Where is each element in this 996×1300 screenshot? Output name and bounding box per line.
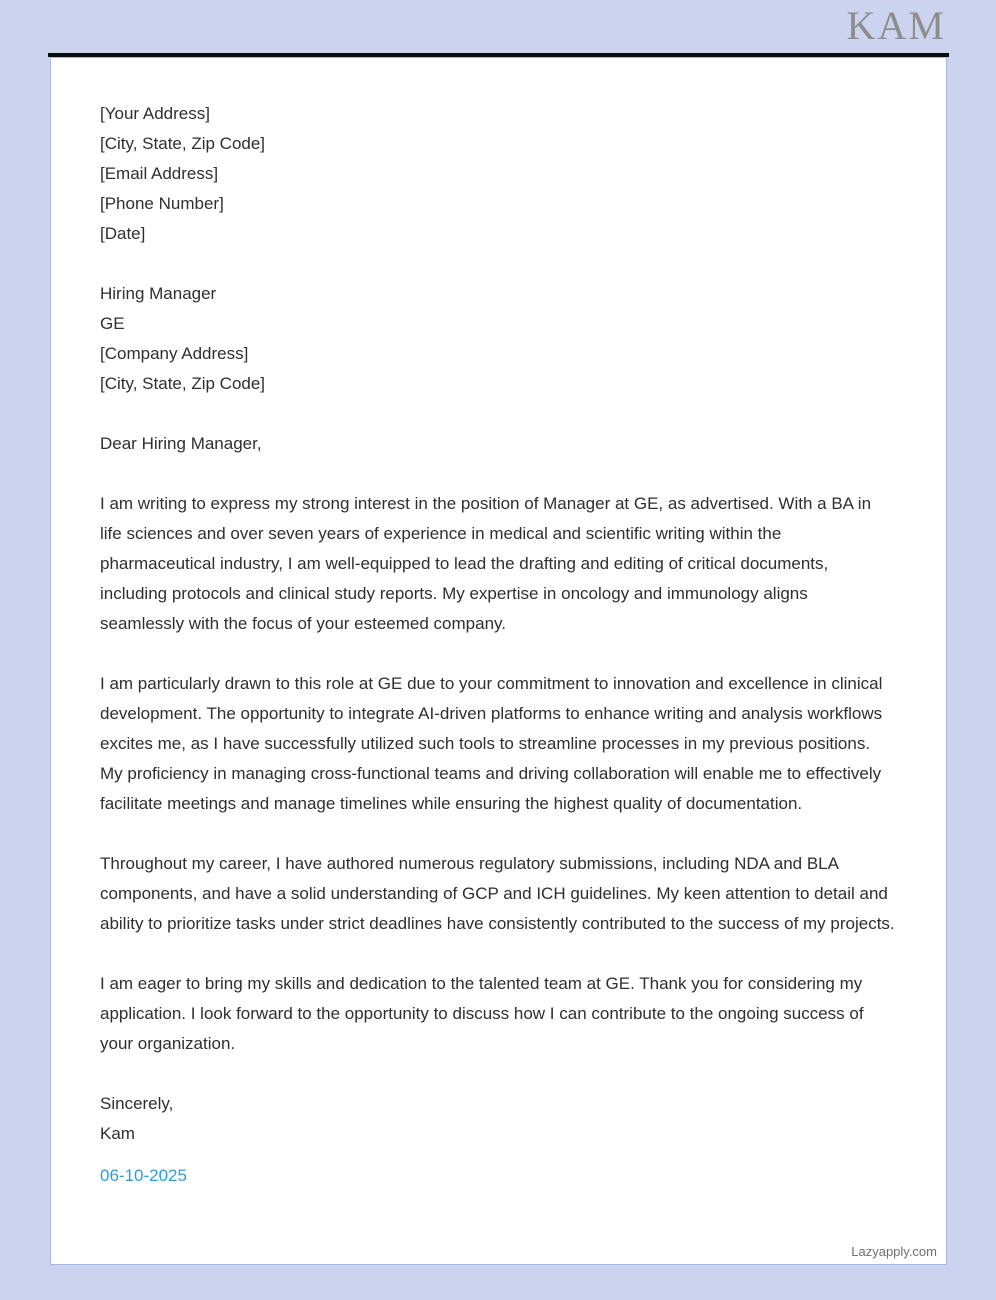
- paragraph-closing: I am eager to bring my skills and dedication to the talented team at GE. Thank you for considering my application. I look forward to the opportunity to discuss how I can contribute to the ongoing success of your organization.: [100, 974, 864, 1053]
- letter-content: [51, 58, 946, 1264]
- sender-date-line: [Date]: [100, 224, 146, 243]
- lazyapply-watermark: Lazyapply.com: [851, 1244, 937, 1259]
- sender-city-line: [City, State, Zip Code]: [100, 134, 266, 153]
- recipient-company-line: GE: [100, 314, 125, 333]
- recipient-city-line: [City, State, Zip Code]: [100, 374, 266, 393]
- sender-phone-line: [Phone Number]: [100, 194, 224, 213]
- closing-line: Sincerely,: [100, 1094, 174, 1113]
- letter-page: [50, 57, 947, 1265]
- paragraph-experience: Throughout my career, I have authored numerous regulatory submissions, including NDA and BLA components, and have a solid understanding of GCP and ICH guidelines. My keen attention to detail and ability to prioritize tasks under strict deadlines have consistently contributed to the success of my projects.: [100, 854, 895, 933]
- sender-address-line: [Your Address]: [100, 104, 210, 123]
- recipient-block: [100, 279, 896, 399]
- salutation: Dear Hiring Manager,: [100, 434, 262, 453]
- recipient-address-line: [Company Address]: [100, 344, 249, 363]
- paragraph-intro: I am writing to express my strong interest in the position of Manager at GE, as advertised. With a BA in life sciences and over seven years of experience in medical and scientific writing within the pharmaceutical industry, I am well-equipped to lead the drafting and editing of critical documents, including protocols and clinical study reports. My expertise in oncology and immunology aligns seamlessly with the focus of your esteemed company.: [100, 494, 872, 633]
- sender-block: [100, 99, 896, 249]
- letter-date: 06-10-2025: [100, 1166, 187, 1185]
- signature-name: Kam: [100, 1124, 135, 1143]
- recipient-name-line: Hiring Manager: [100, 284, 217, 303]
- sender-email-line: [Email Address]: [100, 164, 219, 183]
- kam-logo: KAM: [846, 3, 946, 48]
- signoff-block: [100, 1089, 896, 1149]
- paragraph-motivation: I am particularly drawn to this role at GE due to your commitment to innovation and excellence in clinical development. The opportunity to integrate AI-driven platforms to enhance writing and analysis workflows excites me, as I have successfully utilized such tools to streamline processes in my previous positions. My proficiency in managing cross-functional teams and driving collaboration will enable me to effectively facilitate meetings and manage timelines while ensuring the highest quality of documentation.: [100, 674, 883, 813]
